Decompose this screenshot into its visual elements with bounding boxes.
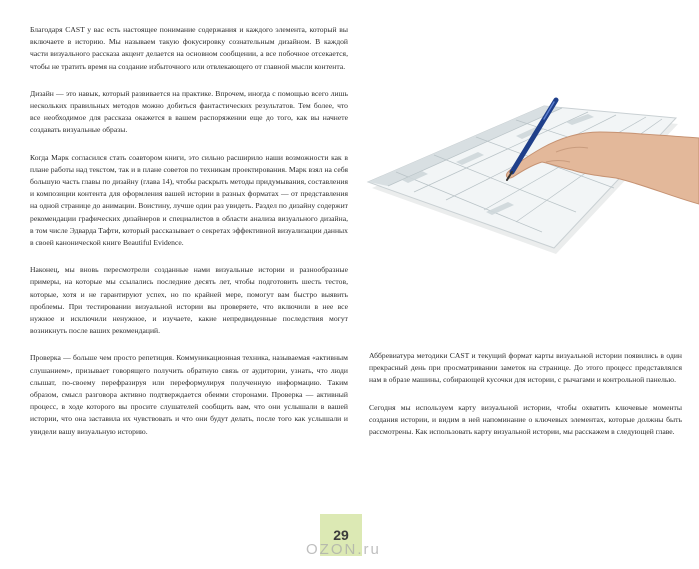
paragraph-six-tests: Наконец, мы вновь пересмотрели созданные нами визуальные истории и разнообразные примеры, на которые мы ссылались последние десять лет, чтобы подготовить шесть тестов, которые, хотя и не гарантируют успех, но по крайней мере, помогут вам быстро выявить проблемы. При тестировании визуальной истории вы проверяете, что включили в нее все нужное и исключили ненужное, и изучаете, какие непредвиденные последствия могут возникнуть после ваших рекомендаций.: [30, 265, 348, 336]
right-text-column: [369, 350, 682, 453]
hand-writing-on-story-map-illustration: [366, 72, 699, 272]
page-number: 29: [333, 527, 349, 543]
paragraph-design-skill: Дизайн — это навык, который развивается на практике. Впрочем, иногда с помощью всего лишь нескольких правильных методов можно добиться фантастических результатов. Тем более, что все необходимое для рассказа окажется в вашем распоряжении еще до того, как вы начнете создавать визуальные образы.: [30, 88, 348, 135]
paragraph-cast-abbreviation: Аббревиатура методики CAST и текущий формат карты визуальной истории появились в один прекрасный день при просматривании заметок на странице. До этого процесс представлялся нам в образе машины, собирающей кусочки для истории, с рычагами и контрольной панелью.: [369, 351, 682, 385]
ozon-watermark: OZON.ru: [306, 541, 381, 558]
paragraph-active-listening: Проверка — больше чем просто репетиция. Коммуникационная техника, называемая «активным слушанием», призывает говорящего получить обратную связь от аудитории, узнать, что люди слышат, по-своему перефразируя или переформулируя полученную информацию. Таким образом, смысл разговора активно подтверждается обеими сторонами. Проверка — активный процесс, в ходе которого вы просите слушателей сообщить вам, что они услышали в вашей истории, что она заставила их чувствовать и что они будут делать, после того как услышали и увидели вашу визуальную историю.: [30, 353, 348, 436]
paragraph-mark-coauthor: Когда Марк согласился стать соавтором книги, это сильно расширило наши возможности как в плане работы над текстом, так и в плане советов по техникам проектирования. Марк взял на себя большую часть главы по дизайну (глава 14), чтобы раскрыть методы придумывания, составления и композиции контента для оформления вашей истории в разных форматах — от представления на одной странице до анимации. Воистину, лучше один раз увидеть. Раздел по дизайну содержит рекомендации графических дизайнеров и специалистов в области анализа визуального дизайна, в том числе Эдварда Тафти, который рассказывает о секретах эффективной визуализации данных в своей канонической книге Beautiful Evidence.: [30, 152, 348, 248]
left-text-column: [30, 24, 348, 453]
paragraph-cast-understanding: Благодаря CAST у вас есть настоящее понимание содержания и каждого элемента, который вы включаете в историю. Мы называем такую фокусировку сознательным дизайном. В каждой части визуального рассказа акцент делается на основном сообщении, а все побочное отсекается, чтобы не тратить время на создание избыточного или отвлекающего от главной мысли контента.: [30, 25, 348, 71]
paragraph-story-map-today: Сегодня мы используем карту визуальной истории, чтобы охватить ключевые моменты создания истории, и видим в ней напоминание о ключевых элементах, которые должны быть рассмотрены. Как использовать карту визуальной истории, мы расскажем в следующей главе.: [369, 402, 682, 437]
